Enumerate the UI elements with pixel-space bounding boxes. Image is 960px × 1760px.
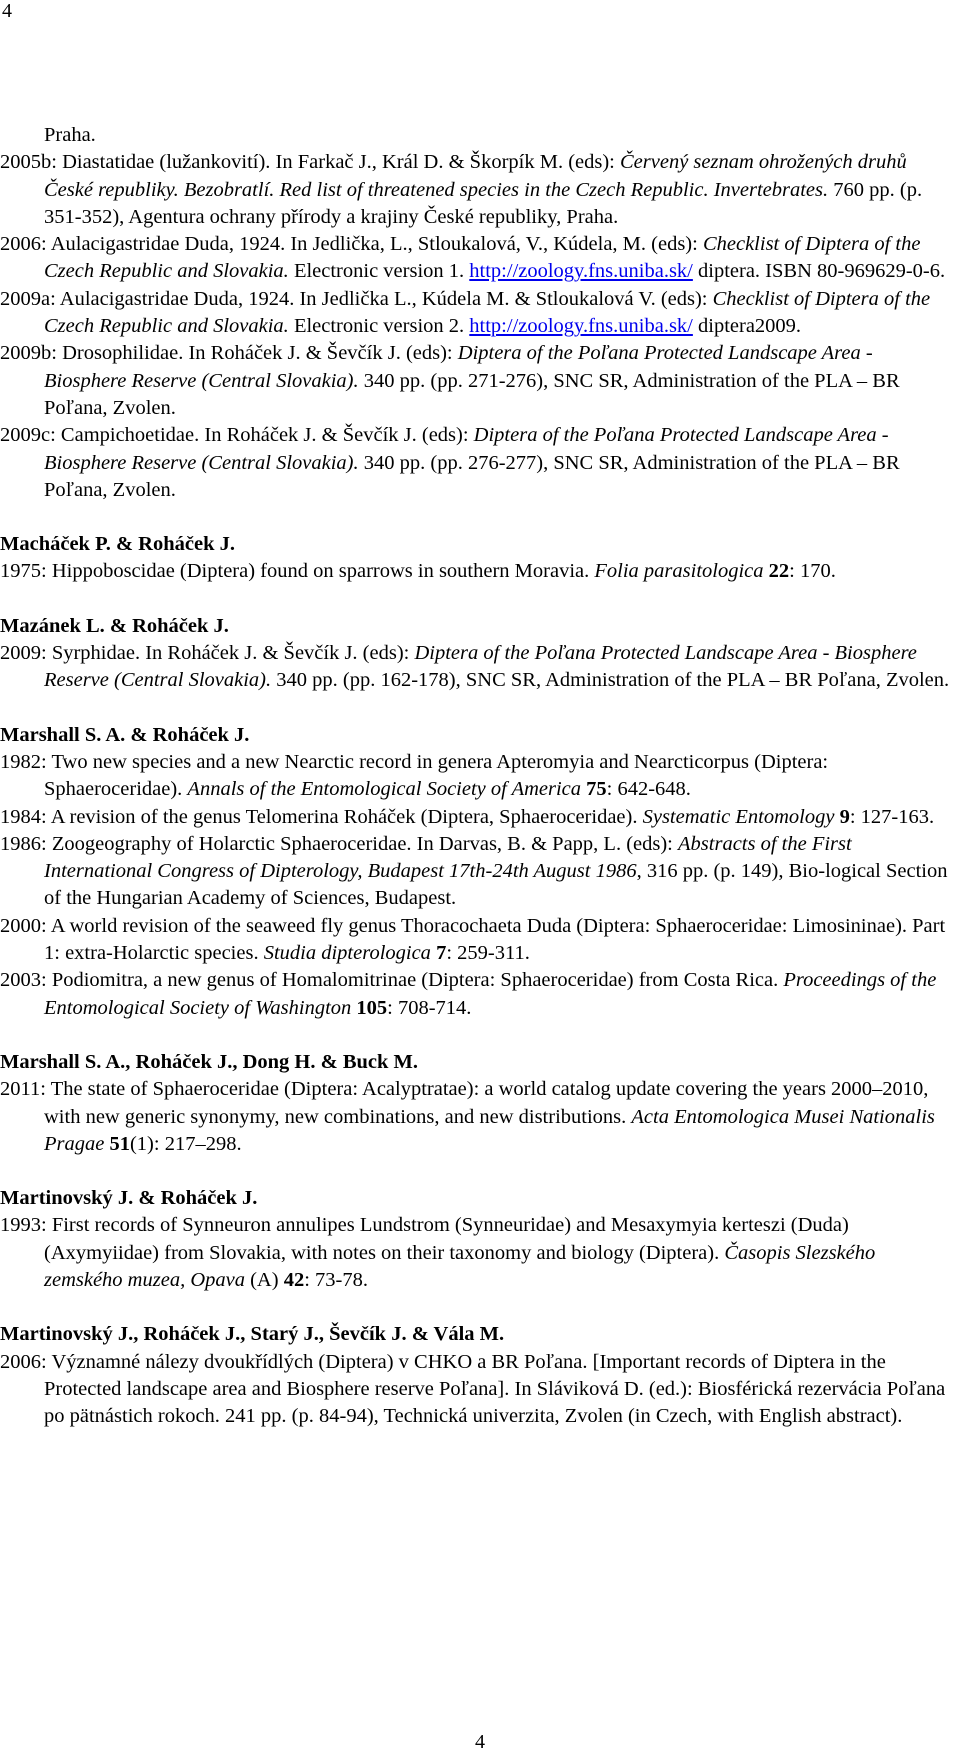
entry-text: 1982: Two new species and a new Nearctic record in genera Apteromyia and Nearcticorpus (Diptera: Sphaeroceridae).	[0, 750, 829, 801]
entry-text: Praha.	[44, 124, 96, 146]
entry-text: diptera2009.	[692, 315, 802, 338]
author-heading: Marshall S. A., Roháček J., Dong H. & Buck M.	[0, 1050, 418, 1073]
author-block	[0, 1049, 958, 1158]
reference-entry	[0, 1076, 958, 1158]
author-block	[0, 1185, 958, 1294]
italic-title: Studia dipterologica	[263, 942, 431, 965]
entry-text: (1): 217–298.	[129, 1132, 242, 1155]
url-link[interactable]: http://zoology.fns.uniba.sk/	[469, 260, 693, 283]
volume-number: 51	[109, 1132, 130, 1155]
italic-title: Annals of the Entomological Society of America	[187, 778, 582, 801]
reference-list	[0, 122, 958, 1430]
entry-text: : 127-163.	[849, 805, 935, 828]
entry-text: 2009c: Campichoetidae. In Roháček J. & Ševčík J. (eds):	[0, 424, 474, 447]
url-link[interactable]: http://zoology.fns.uniba.sk/	[469, 315, 693, 338]
reference-entry	[0, 558, 958, 585]
author-block	[0, 722, 958, 1022]
italic-title: Acta Entomologica Musei Nationalis Pragae	[44, 1105, 935, 1155]
entry-text: diptera. ISBN 80-969629-0-6.	[692, 260, 946, 283]
italic-title: Časopis Slezského zemského muzea, Opava	[44, 1241, 876, 1291]
author-heading: Martinovský J., Roháček J., Starý J., Ševčík J. & Vála M.	[0, 1323, 505, 1346]
reference-entry	[0, 1349, 958, 1431]
reference-entry	[0, 231, 958, 286]
page-number-top: 4	[2, 0, 12, 22]
author-block	[0, 531, 958, 586]
reference-entry	[0, 1212, 958, 1294]
entry-text: 2009: Syrphidae. In Roháček J. & Ševčík J. (eds):	[0, 642, 415, 665]
italic-title: Systematic Entomology	[642, 805, 835, 828]
entry-text: 1975: Hippoboscidae (Diptera) found on sparrows in southern Moravia.	[0, 560, 595, 583]
entry-text: 2006: Významné nálezy dvoukřídlých (Diptera) v CHKO a BR Poľana. [Important records of Diptera in the Protected landscape area and Biosphere reserve Poľana]. In Sláviková D. (ed.): Biosférická rezervácia Poľana po pätnástich rokoch. 241 pp. (p. 84-94), Technická univerzita, Zvolen (in Czech, with English abstract).	[0, 1350, 946, 1428]
author-heading: Mazánek L. & Roháček J.	[0, 614, 229, 637]
entry-text: 2000: A world revision of the seaweed fly genus Thoracochaeta Duda (Diptera: Sphaeroceridae: Limosininae). Part 1: extra-Holarctic species.	[0, 914, 946, 965]
reference-entry	[0, 749, 958, 804]
entry-text: , 316 pp. (p. 149), Bio-logical Section of the Hungarian Academy of Sciences, Budapest.	[44, 860, 948, 910]
entry-text: 2011: The state of Sphaeroceridae (Diptera: Acalyptratae): a world catalog update covering the years 2000–2010, with new generic synonymy, new combinations, and new distributions.	[0, 1078, 929, 1128]
author-heading: Marshall S. A. & Roháček J.	[0, 723, 250, 746]
page-number-bottom: 4	[475, 1731, 485, 1753]
reference-entry	[0, 913, 958, 968]
volume-number: 42	[283, 1268, 305, 1291]
entry-text: 340 pp. (pp. 271-276), SNC SR, Administration of the PLA – BR Poľana, Zvolen.	[44, 369, 900, 419]
italic-title: Checklist of Diptera of the Czech Republic and Slovakia.	[44, 233, 921, 283]
reference-entry	[0, 831, 958, 913]
entry-text: 1993: First records of Synneuron annulipes Lundstrom (Synneuridae) and Mesaxymyia kerteszi (Duda) (Axymyiidae) from Slovakia, with notes on their taxonomy and biology (Diptera).	[0, 1214, 849, 1264]
entry-text: 760 pp. (p. 351-352), Agentura ochrany přírody a krajiny České republiky, Praha.	[44, 178, 923, 228]
italic-title: Folia parasitologica	[594, 560, 764, 583]
entry-text: 1984: A revision of the genus Telomerina Roháček (Diptera, Sphaeroceridae).	[0, 805, 643, 828]
entry-text: : 642-648.	[606, 778, 691, 801]
entry-text: Electronic version 2.	[288, 315, 470, 338]
entry-text: 2009b: Drosophilidae. In Roháček J. & Ševčík J. (eds):	[0, 342, 458, 365]
italic-title: Checklist of Diptera of the Czech Republic and Slovakia.	[44, 287, 931, 338]
author-heading: Macháček P. & Roháček J.	[0, 533, 235, 556]
entry-text: Electronic version 1.	[288, 260, 470, 283]
entry-text: 2009a: Aulacigastridae Duda, 1924. In Jedlička L., Kúdela M. & Stloukalová V. (eds):	[0, 287, 713, 310]
entry-text: 2006: Aulacigastridae Duda, 1924. In Jedlička, L., Stloukalová, V., Kúdela, M. (eds):	[0, 233, 703, 256]
italic-title: Diptera of the Poľana Protected Landscape Area - Biosphere Reserve (Central Slovakia).	[44, 642, 917, 692]
entry-text: : 708-714.	[387, 996, 472, 1019]
volume-number: 105	[356, 996, 388, 1019]
author-block	[0, 613, 958, 695]
author-block	[0, 1321, 958, 1430]
author-heading: Martinovský J. & Roháček J.	[0, 1187, 258, 1210]
author-block	[0, 122, 958, 504]
reference-entry	[0, 149, 958, 231]
reference-entry	[0, 967, 958, 1022]
volume-number: 22	[768, 560, 790, 583]
italic-title: Abstracts of the First International Congress of Dipterology, Budapest 17th-24th August 1986	[44, 832, 852, 883]
reference-entry	[0, 122, 958, 149]
volume-number: 75	[586, 778, 607, 801]
entry-text: 2005b: Diastatidae (lužankovití). In Farkač J., Král D. & Škorpík M. (eds):	[0, 151, 620, 174]
reference-entry	[0, 804, 958, 831]
volume-number: 7	[436, 942, 447, 965]
entry-text: : 170.	[789, 560, 836, 583]
italic-title: Diptera of the Poľana Protected Landscape Area - Biosphere Reserve (Central Slovakia).	[44, 424, 889, 474]
reference-entry	[0, 286, 958, 341]
reference-entry	[0, 422, 958, 504]
italic-title: Červený seznam ohrožených druhů České republiky. Bezobratlí. Red list of threatened species in the Czech Republic. Invertebrates.	[44, 151, 907, 201]
entry-text: : 259-311.	[446, 942, 530, 965]
entry-text: 1986: Zoogeography of Holarctic Sphaeroceridae. In Darvas, B. & Papp, L. (eds):	[0, 832, 679, 855]
italic-title: Proceedings of the Entomological Society of Washington	[44, 969, 937, 1019]
italic-title: Diptera of the Poľana Protected Landscape Area - Biosphere Reserve (Central Slovakia).	[44, 342, 873, 392]
reference-entry	[0, 640, 958, 695]
reference-entry	[0, 340, 958, 422]
entry-text: (A)	[244, 1268, 284, 1291]
entry-text: 2003: Podiomitra, a new genus of Homalomitrinae (Diptera: Sphaeroceridae) from Costa Rica.	[0, 969, 784, 992]
entry-text: 340 pp. (pp. 162-178), SNC SR, Administration of the PLA – BR Poľana, Zvolen.	[271, 669, 950, 692]
entry-text: 340 pp. (pp. 276-277), SNC SR, Administration of the PLA – BR Poľana, Zvolen.	[44, 451, 900, 501]
volume-number: 9	[839, 805, 850, 828]
entry-text: : 73-78.	[304, 1268, 368, 1291]
